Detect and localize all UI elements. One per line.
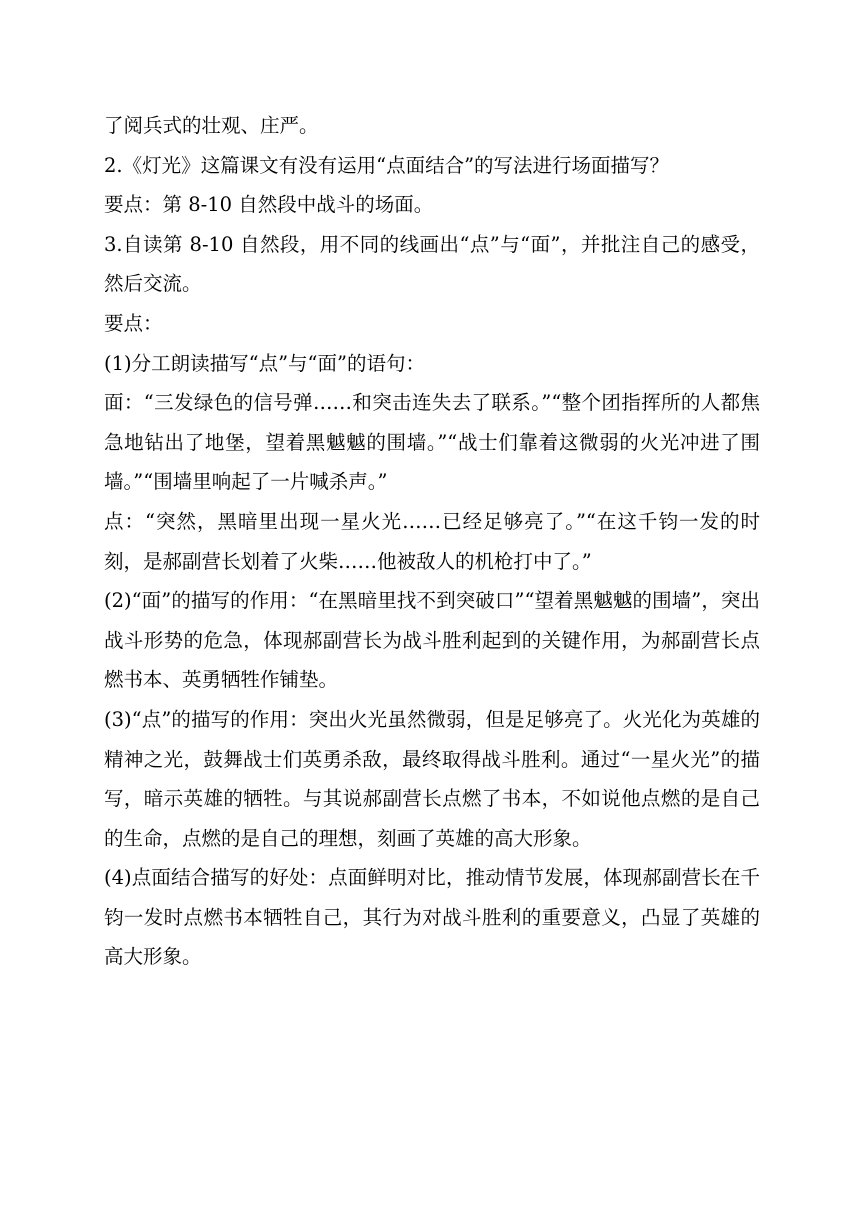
answer-3-label: 要点： [104,311,163,335]
answer-3-surface-quotes: 面：“三发绿色的信号弹……和突击连失去了联系。”“整个团指挥所的人都焦急地钻出了地堡，望着黑魆魆的围墙。”“战士们靠着这微弱的火光冲进了围墙。”“围墙里响起了一片喊杀声。” [104,391,760,494]
document-body [104,106,760,977]
answer-3-item-1: (1)分工朗读描写“点”与“面”的语句： [104,351,425,375]
question-3: 3.自读第 8-10 自然段，用不同的线画出“点”与“面”，并批注自己的感受，然后交流。 [104,232,760,296]
answer-3-item-2: (2)“面”的描写的作用：“在黑暗里找不到突破口”“望着黑魆魆的围墙”，突出战斗形势的危急，体现郝副营长为战斗胜利起到的关键作用，为郝副营长点燃书本、英勇牺牲作铺垫。 [104,589,760,692]
paragraph-continuation: 了阅兵式的壮观、庄严。 [104,114,319,137]
answer-2: 要点：第 8-10 自然段中战斗的场面。 [104,193,434,217]
question-2: 2.《灯光》这篇课文有没有运用“点面结合”的写法进行场面描写？ [104,153,670,177]
answer-3-item-4: (4)点面结合描写的好处：点面鲜明对比，推动情节发展，体现郝副营长在千钧一发时点燃书本牺牲自己，其行为对战斗胜利的重要意义，凸显了英雄的高大形象。 [104,866,760,969]
answer-3-item-3: (3)“点”的描写的作用：突出火光虽然微弱，但是足够亮了。火光化为英雄的精神之光，鼓舞战士们英勇杀敌，最终取得战斗胜利。通过“一星火光”的描写，暗示英雄的牺牲。与其说郝副营长点燃了书本，不如说他点燃的是自己的生命，点燃的是自己的理想，刻画了英雄的高大形象。 [104,707,760,850]
answer-3-point-quotes: 点：“突然，黑暗里出现一星火光……已经足够亮了。”“在这千钧一发的时刻，是郝副营长划着了火柴……他被敌人的机枪打中了。” [104,509,760,573]
